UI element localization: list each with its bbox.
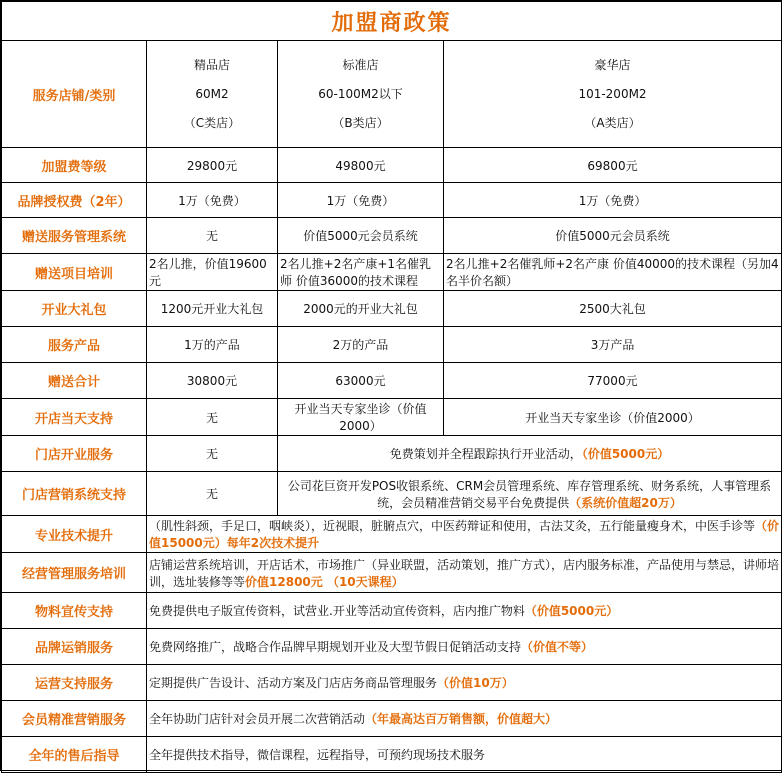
row-label: 开业大礼包	[2, 291, 147, 327]
cell-value: 3万产品	[444, 327, 782, 363]
table-row	[2, 148, 782, 183]
table-row	[2, 665, 782, 701]
cell-value: 29800元	[147, 148, 278, 183]
table-row	[2, 553, 782, 593]
cell-merged	[278, 472, 782, 516]
table-row	[2, 436, 782, 472]
row-label: 专业技术提升	[2, 516, 147, 553]
col-size: 60M2	[195, 87, 229, 101]
table-row	[2, 593, 782, 629]
row-label: 门店开业服务	[2, 436, 147, 472]
cell-value: 63000元	[278, 363, 444, 399]
value-highlight: （价值5000元）	[581, 447, 670, 461]
cell-merged	[147, 737, 782, 773]
table-row	[2, 516, 782, 553]
cell-value: 无	[147, 399, 278, 436]
table-row	[2, 291, 782, 327]
cell-value: 2000元的开业大礼包	[278, 291, 444, 327]
cell-value: 49800元	[278, 148, 444, 183]
policy-table	[1, 1, 782, 773]
header-col-standard	[278, 41, 444, 148]
cell-value: 2万的产品	[278, 327, 444, 363]
row-label: 品牌运销服务	[2, 629, 147, 665]
cell-text: （肌性斜颈，手足口，咽峡炎），近视眼，脏腑点穴，中医药辩证和使用，古法艾灸，五行能量瘦身术，中医手诊等	[149, 519, 756, 533]
row-label: 经营管理服务培训	[2, 553, 147, 593]
cell-value: 1万（免费）	[147, 183, 278, 218]
col-class: （A类店）	[584, 116, 641, 130]
cell-text: 店铺运营系统培训，开店话术，市场推广（异业联盟，活动策划，推广方式），店内服务标准，产品使用与禁忌，讲师培训，选址装修等等	[149, 557, 780, 589]
value-highlight: （价值5000元）	[524, 604, 619, 618]
cell-value: 无	[147, 218, 278, 254]
value-highlight: （价值10万）	[437, 676, 514, 690]
row-label: 开店当天支持	[2, 399, 147, 436]
row-label: 会员精准营销服务	[2, 701, 147, 737]
row-label: 运营支持服务	[2, 665, 147, 701]
value-highlight: （价值不等）	[521, 640, 594, 654]
cell-value: 价值5000元会员系统	[278, 218, 444, 254]
row-label: 赠送服务管理系统	[2, 218, 147, 254]
header-row	[2, 41, 782, 148]
cell-merged	[147, 629, 782, 665]
table-row	[2, 472, 782, 516]
cell-text: 全年协助门店针对会员开展二次营销活动	[149, 712, 366, 726]
page-title: 加盟商政策	[2, 2, 782, 41]
row-label: 门店营销系统支持	[2, 472, 147, 516]
row-label: 赠送项目培训	[2, 254, 147, 291]
table-row	[2, 629, 782, 665]
row-label: 服务产品	[2, 327, 147, 363]
cell-merged	[147, 665, 782, 701]
row-label: 品牌授权费（2年）	[2, 183, 147, 218]
title-row	[2, 2, 782, 41]
cell-text: 免费策划并全程跟踪执行开业活动，	[389, 447, 582, 461]
cell-value: 30800元	[147, 363, 278, 399]
cell-text: 公司花巨资开发POS收银系统、CRM会员管理系统、库存管理系统、财务系统，人事管理系统，会员精准营销交易平台免费提供	[287, 478, 772, 510]
col-name: 精品店	[193, 58, 230, 72]
table-row	[2, 254, 782, 291]
table-row	[2, 737, 782, 773]
table-row	[2, 327, 782, 363]
cell-text: 免费提供电子版宣传资料，试营业.开业等活动宣传资料，店内推广物料	[149, 604, 525, 618]
col-name: 标准店	[342, 58, 379, 72]
row-label: 全年的售后指导	[2, 737, 147, 773]
cell-value: 开业当天专家坐诊（价值2000）	[278, 399, 444, 436]
cell-text: 定期提供广告设计、活动方案及门店店务商品管理服务	[149, 676, 438, 690]
cell-value: 2500大礼包	[444, 291, 782, 327]
cell-value: 1200元开业大礼包	[147, 291, 278, 327]
cell-merged	[147, 701, 782, 737]
header-label: 服务店铺/类别	[2, 41, 147, 148]
table-row	[2, 399, 782, 436]
value-highlight: 价值12800元 （10天课程）	[245, 574, 404, 589]
cell-value: 77000元	[444, 363, 782, 399]
table-row	[2, 701, 782, 737]
cell-value: 开业当天专家坐诊（价值2000）	[444, 399, 782, 436]
value-highlight: （系统价值超20万）	[569, 495, 682, 510]
cell-text: 免费网络推广，战略合作品牌早期规划开业及大型节假日促销活动支持	[149, 640, 522, 654]
row-label: 加盟费等级	[2, 148, 147, 183]
row-label: 物料宣传支持	[2, 593, 147, 629]
cell-value: 2名儿推+2名催乳师+2名产康 价值40000的技术课程（另加4名半价名额）	[444, 254, 782, 291]
table-row	[2, 363, 782, 399]
cell-value: 无	[147, 436, 278, 472]
cell-text: 全年提供技术指导，微信课程，远程指导，可预约现场技术服务	[149, 748, 486, 762]
cell-merged	[147, 516, 782, 553]
cell-value: 无	[147, 472, 278, 516]
cell-value: 1万的产品	[147, 327, 278, 363]
col-size: 60-100M2以下	[318, 87, 403, 101]
cell-value: 1万（免费）	[444, 183, 782, 218]
value-highlight: （年最高达百万销售额，价值超大）	[365, 712, 558, 726]
header-col-luxury	[444, 41, 782, 148]
cell-value: 2名儿推，价值19600元	[147, 254, 278, 291]
cell-merged	[147, 553, 782, 593]
cell-value: 1万（免费）	[278, 183, 444, 218]
table-row	[2, 183, 782, 218]
header-col-boutique	[147, 41, 278, 148]
col-class: （B类店）	[332, 116, 389, 130]
cell-value: 价值5000元会员系统	[444, 218, 782, 254]
cell-merged	[147, 593, 782, 629]
cell-merged	[278, 436, 782, 472]
cell-value: 2名儿推+2名产康+1名催乳师 价值36000的技术课程	[278, 254, 444, 291]
col-name: 豪华店	[594, 58, 631, 72]
cell-value: 69800元	[444, 148, 782, 183]
value-highlight: （价值15000元）每年2次技术提升	[149, 519, 780, 550]
row-label: 赠送合计	[2, 363, 147, 399]
col-class: （C类店）	[183, 116, 241, 130]
col-size: 101-200M2	[578, 87, 647, 101]
table-row	[2, 218, 782, 254]
